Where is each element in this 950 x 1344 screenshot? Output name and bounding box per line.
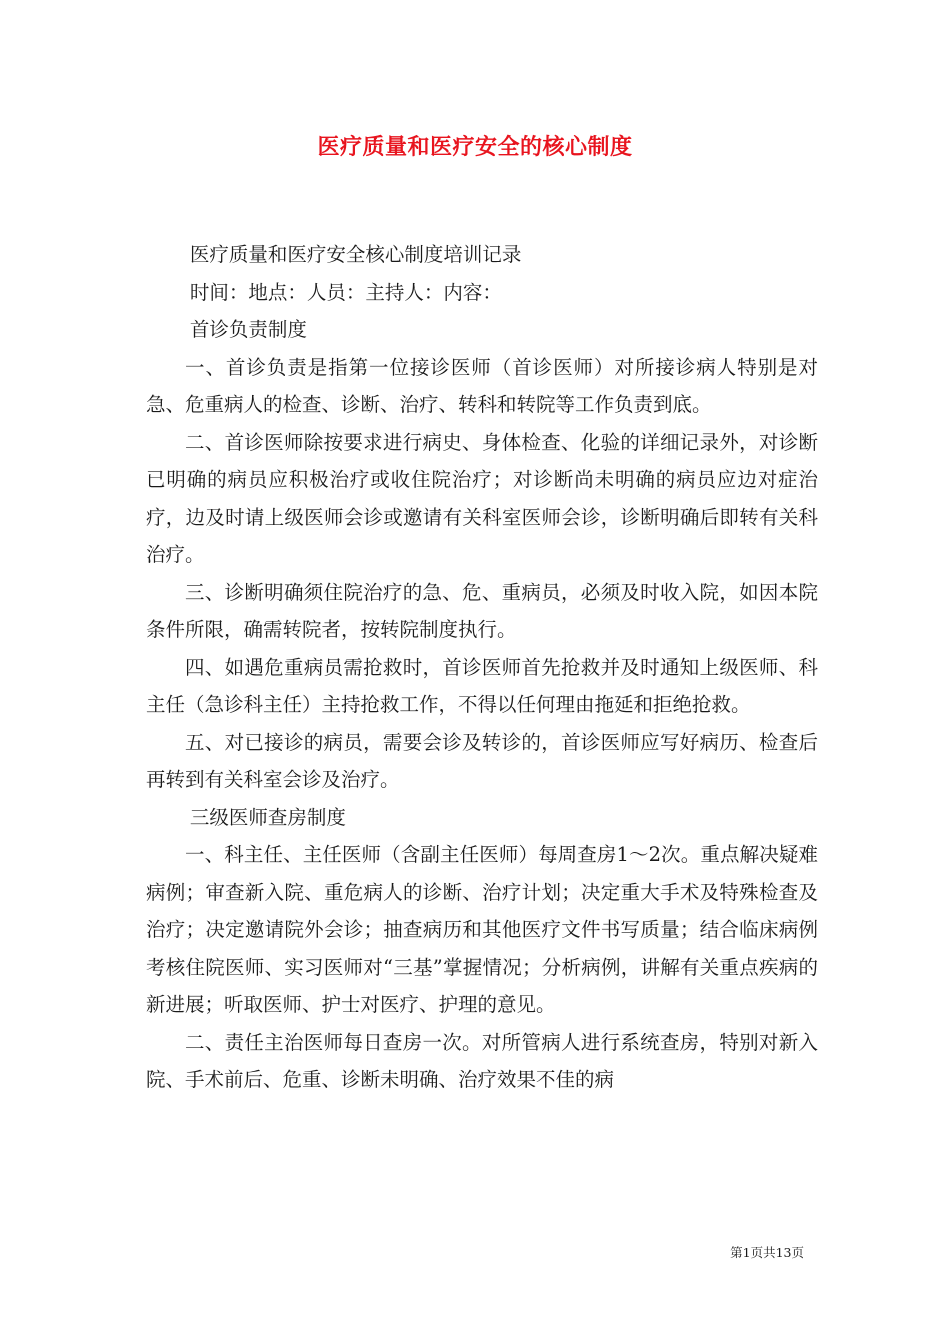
paragraph-first-diagnosis-2: 二、首诊医师除按要求进行病史、身体检查、化验的详细记录外，对诊断已明确的病员应积极治疗或收住院治疗；对诊断尚未明确的病员应边对症治疗，边及时请上级医师会诊或邀请有关科室医师会诊，诊断明确后即转有关科治疗。: [146, 430, 818, 566]
page-number-label: 第1页共13页: [730, 1245, 804, 1260]
paragraph-first-diagnosis-3: 三、诊断明确须住院治疗的急、危、重病员，必须及时收入院，如因本院条件所限，确需转院者，按转院制度执行。: [146, 580, 818, 641]
paragraph-ward-rounds-2: 二、责任主治医师每日查房一次。对所管病人进行系统查房，特别对新入院、手术前后、危重、诊断未明确、治疗效果不佳的病: [146, 1030, 818, 1091]
paragraph-meeting-info: 时间：地点：人员：主持人：内容：: [189, 280, 502, 304]
paragraph-first-diagnosis-4: 四、如遇危重病员需抢救时，首诊医师首先抢救并及时通知上级医师、科主任（急诊科主任）主持抢救工作，不得以任何理由拖延和拒绝抢救。: [146, 655, 818, 716]
paragraph-first-diagnosis-5: 五、对已接诊的病员，需要会诊及转诊的，首诊医师应写好病历、检查后再转到有关科室会诊及治疗。: [146, 730, 818, 791]
page-number: [0, 1243, 804, 1261]
section-heading-first-diagnosis: 首诊负责制度: [189, 318, 307, 341]
paragraph-ward-rounds-1: 一、科主任、主任医师（含副主任医师）每周查房1～2次。重点解决疑难病例；审查新入院、重危病人的诊断、治疗计划；决定重大手术及特殊检查及治疗；决定邀请院外会诊；抽查病历和其他医疗文件书写质量；结合临床病例考核住院医师、实习医师对“三基”掌握情况；分析病例，讲解有关重点疾病的新进展；听取医师、护士对医疗、护理的意见。: [146, 843, 818, 1016]
section-heading-ward-rounds: 三级医师查房制度: [189, 805, 346, 829]
document-body: [146, 236, 818, 1099]
paragraph-training-record-heading: 医疗质量和医疗安全核心制度培训记录: [189, 243, 522, 266]
document-title: 医疗质量和医疗安全的核心制度: [317, 134, 633, 160]
paragraph-first-diagnosis-1: 一、首诊负责是指第一位接诊医师（首诊医师）对所接诊病人特别是对急、危重病人的检查、诊断、治疗、转科和转院等工作负责到底。: [146, 355, 818, 416]
